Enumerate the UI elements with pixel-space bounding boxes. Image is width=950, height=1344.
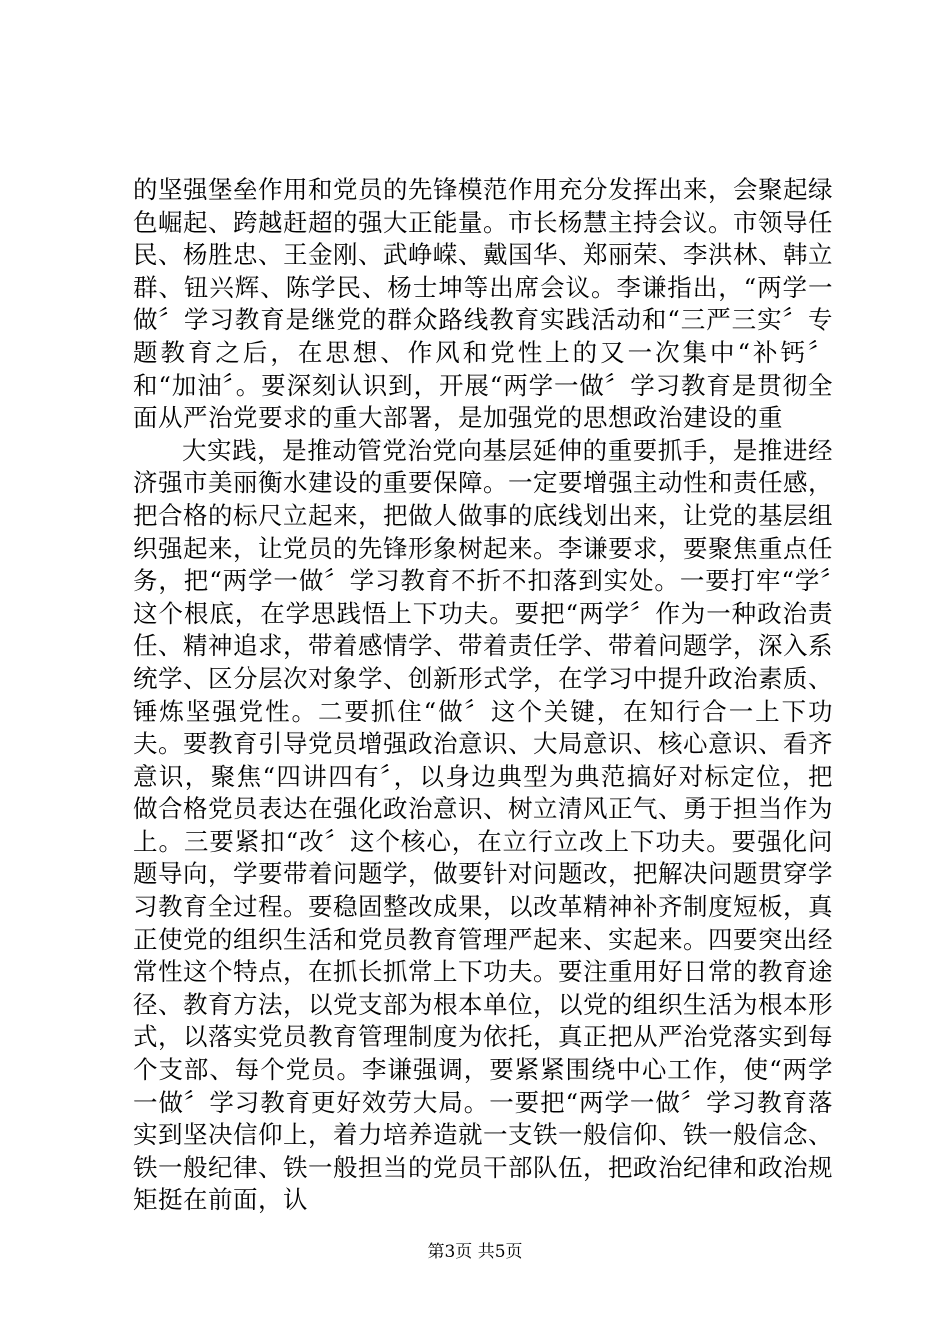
paragraph-2: 大实践，是推动管党治党向基层延伸的重要抓手，是推进经济强市美丽衡水建设的重要保障。一定要增强主动性和责任感，把合格的标尺立起来，把做人做事的底线划出来，让党的基层组织强起来，让党员的先锋形象树起来。李谦要求，要聚焦重点任务，把“两学一做〞学习教育不折不扣落到实处。一要打牢“学〞这个根底，在学思践悟上下功夫。要把“两学〞作为一种政治责任、精神追求，带着感情学、带着责任学、带着问题学，深入系统学、区分层次对象学、创新形式学，在学习中提升政治素质、锤炼坚强党性。二要抓住“做〞这个关键，在知行合一上下功夫。要教育引导党员增强政治意识、大局意识、核心意识、看齐意识，聚焦“四讲四有〞，以身边典型为典范搞好对标定位，把做合格党员表达在强化政治意识、树立清风正气、勇于担当作为上。三要紧扣“改〞这个核心，在立行立改上下功夫。要强化问题导向，学要带着问题学，做要针对问题改，把解决问题贯穿学习教育全过程。要稳固整改成果，以改革精神补齐制度短板，真正使党的组织生活和党员教育管理严起来、实起来。四要突出经常性这个特点，在抓长抓常上下功夫。要注重用好日常的教育途径、教育方法，以党支部为根本单位，以党的组织生活为根本形式，以落实党员教育管理制度为依托，真正把从严治党落实到每个支部、每个党员。李谦强调，要紧紧围绕中心工作，使“两学一做〞学习教育更好效劳大局。一要把“两学一做〞学习教育落实到坚决信仰上，着力培养造就一支铁一般信仰、铁一般信念、铁一般纪律、铁一般担当的党员干部队伍，把政治纪律和政治规矩挺在前面，认 bbox=[133, 435, 833, 1215]
paragraph-1: 的坚强堡垒作用和党员的先锋模范作用充分发挥出来，会聚起绿色崛起、跨越赶超的强大正能量。市长杨慧主持会议。市领导任民、杨胜忠、王金刚、武峥嵘、戴国华、郑丽荣、李洪林、韩立群、钮兴辉、陈学民、杨士坤等出席会议。李谦指出，“两学一做〞学习教育是继党的群众路线教育实践活动和“三严三实〞专题教育之后，在思想、作风和党性上的又一次集中“补钙〞和“加油〞。要深刻认识到，开展“两学一做〞学习教育是贯彻全面从严治党要求的重大部署，是加强党的思想政治建设的重 bbox=[133, 175, 833, 433]
page-footer bbox=[0, 1240, 950, 1264]
page-number: 第3页 共5页 bbox=[427, 1242, 523, 1262]
document-body bbox=[133, 174, 833, 1217]
